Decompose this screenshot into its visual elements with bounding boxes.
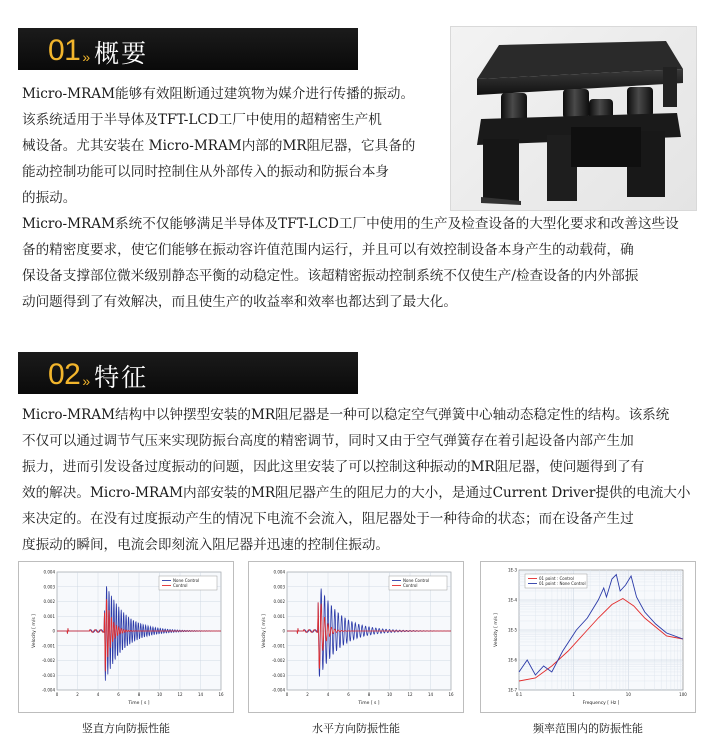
x-tick-label: 12 [407, 692, 413, 697]
text-line: 不仅可以通过调节气压来实现防振台高度的精密调节，同时又由于空气弹簧存在着引起设备内部产生加 [22, 433, 634, 449]
section-title: 特征 [94, 363, 149, 392]
chart-caption: 竖直方向防振性能 [82, 722, 170, 735]
text-line: 该系统适用于半导体及TFT-LCD工厂中使用的超精密生产机 [22, 112, 382, 128]
section-header-features [18, 352, 358, 394]
y-tick-label: -0.004 [272, 687, 285, 693]
y-tick-label: -0.002 [42, 658, 55, 663]
text-line: 械设备。尤其安装在 Micro-MRAM内部的MR阻尼器，它具备的 [22, 138, 416, 154]
section-title: 概要 [94, 39, 149, 68]
x-tick-label: 2 [76, 692, 79, 697]
text-line: 保设备支撑部位微米级别静态平衡的动稳定性。该超精密振动控制系统不仅使生产/检查设备的内外部振 [22, 268, 639, 284]
section-arrow: » [82, 49, 91, 65]
text-line: Micro-MRAM系统不仅能够满足半导体及TFT-LCD工厂中使用的生产及检查设备的大型化要求和改善这些设 [22, 216, 679, 232]
x-tick-label: 14 [427, 692, 434, 697]
y-tick-label: 1E-4 [507, 597, 517, 603]
x-tick-label: 16 [448, 692, 454, 697]
section-number: 02 [48, 358, 81, 391]
y-axis-label: Velocity [ m/s ] [32, 614, 37, 648]
chart-svg [19, 562, 233, 712]
x-tick-label: 1 [572, 692, 575, 697]
x-tick-label: 6 [117, 692, 120, 697]
y-tick-label: 1E-5 [507, 627, 517, 633]
text-line: 来决定的。在没有过度振动产生的情况下电流不会流入，阻尼器处于一种待命的状态；而在设备产生过 [22, 511, 634, 527]
x-tick-label: 0.1 [515, 692, 523, 697]
y-tick-label: -0.004 [42, 687, 55, 693]
y-tick-label: 0.001 [43, 613, 55, 619]
y-tick-label: 0.002 [273, 599, 285, 604]
x-axis-label: Time [ s ] [358, 701, 380, 706]
y-tick-label: 0.002 [43, 599, 55, 604]
section-header-overview [18, 28, 358, 70]
product-photo [450, 26, 697, 211]
x-tick-label: 10 [386, 692, 393, 697]
text-line: 能动控制功能可以同时控制住从外部传入的振动和防振台本身 [22, 164, 390, 180]
text-line: 的振动。 [22, 190, 77, 206]
text-line: 效的解决。Micro-MRAM内部安装的MR阻尼器产生的阻尼力的大小，是通过Current Driver提供的电流大小 [22, 485, 691, 501]
y-tick-label: 0.003 [273, 584, 285, 590]
y-tick-label: 0.004 [43, 569, 55, 575]
legend-label: None Control [403, 578, 430, 583]
overview-intro-paragraph [22, 81, 415, 211]
x-tick-label: 12 [177, 692, 183, 697]
x-axis-label: Time [ s ] [128, 701, 150, 706]
chart-vertical-vibration [18, 561, 234, 713]
chart-svg [249, 562, 463, 712]
x-tick-label: 2 [306, 692, 309, 697]
text-line: Micro-MRAM结构中以钟摆型安装的MR阻尼器是一种可以稳定空气弹簧中心轴动态稳定性的结构。该系统 [22, 407, 670, 423]
chart-caption: 频率范围内的防振性能 [533, 722, 643, 735]
section-number: 01 [48, 34, 81, 67]
text-line: 度振动的瞬间，电流会即刻流入阻尼器并迅速的控制住振动。 [22, 537, 390, 553]
text-line: 备的精密度要求，使它们能够在振动容许值范围内运行，并且可以有效控制设备本身产生的动载荷，确 [22, 242, 634, 258]
legend-label: Control [173, 583, 188, 588]
y-tick-label: 0 [52, 628, 55, 634]
y-axis-label: Velocity [ m/s ] [494, 613, 499, 647]
chart-caption: 水平方向防振性能 [312, 722, 400, 735]
x-tick-label: 8 [367, 692, 371, 697]
x-tick-label: 16 [218, 692, 224, 697]
overview-detail-paragraph [22, 211, 679, 315]
x-tick-label: 14 [197, 692, 204, 697]
section-arrow: » [82, 373, 91, 389]
chart-frequency-response [480, 561, 696, 713]
y-tick-label: 1E-7 [507, 687, 517, 693]
text-line: 振力，进而引发设备过度振动的问题，因此这里安装了可以控制这种振动的MR阻尼器，使问题得到了有 [22, 459, 645, 475]
y-tick-label: 0.003 [43, 584, 55, 590]
legend-label: 01 point : None Control [539, 581, 586, 586]
y-tick-label: 0 [282, 628, 285, 634]
text-line: 动问题得到了有效解决，而且使生产的收益率和效率也都达到了最大化。 [22, 294, 457, 310]
chart-svg [481, 562, 695, 712]
y-tick-label: 1E-6 [507, 657, 517, 663]
x-tick-label: 6 [347, 692, 350, 697]
legend-label: Control [403, 583, 418, 588]
y-tick-label: -0.001 [42, 643, 55, 649]
y-tick-label: -0.001 [272, 643, 285, 649]
features-paragraph [22, 402, 691, 558]
y-axis-label: Velocity [ m/s ] [262, 614, 267, 648]
y-tick-label: 1E-3 [507, 567, 517, 573]
x-tick-label: 10 [625, 692, 631, 697]
x-tick-label: 10 [156, 692, 163, 697]
text-line: Micro-MRAM能够有效阻断通过建筑物为媒介进行传播的振动。 [22, 86, 415, 102]
x-tick-label: 0 [285, 692, 289, 697]
x-tick-label: 100 [679, 692, 687, 697]
chart-horizontal-vibration [248, 561, 464, 713]
y-tick-label: 0.004 [273, 569, 285, 575]
y-tick-label: -0.003 [272, 672, 285, 678]
x-tick-label: 4 [96, 692, 100, 697]
y-tick-label: -0.002 [272, 658, 285, 663]
legend-label: 01 point : Control [539, 576, 574, 581]
legend-label: None Control [173, 578, 200, 583]
x-tick-label: 8 [137, 692, 141, 697]
y-tick-label: -0.003 [42, 672, 55, 678]
x-axis-label: Frequency [ Hz ] [582, 701, 620, 706]
x-tick-label: 0 [55, 692, 59, 697]
y-tick-label: 0.001 [273, 613, 285, 619]
x-tick-label: 4 [326, 692, 330, 697]
